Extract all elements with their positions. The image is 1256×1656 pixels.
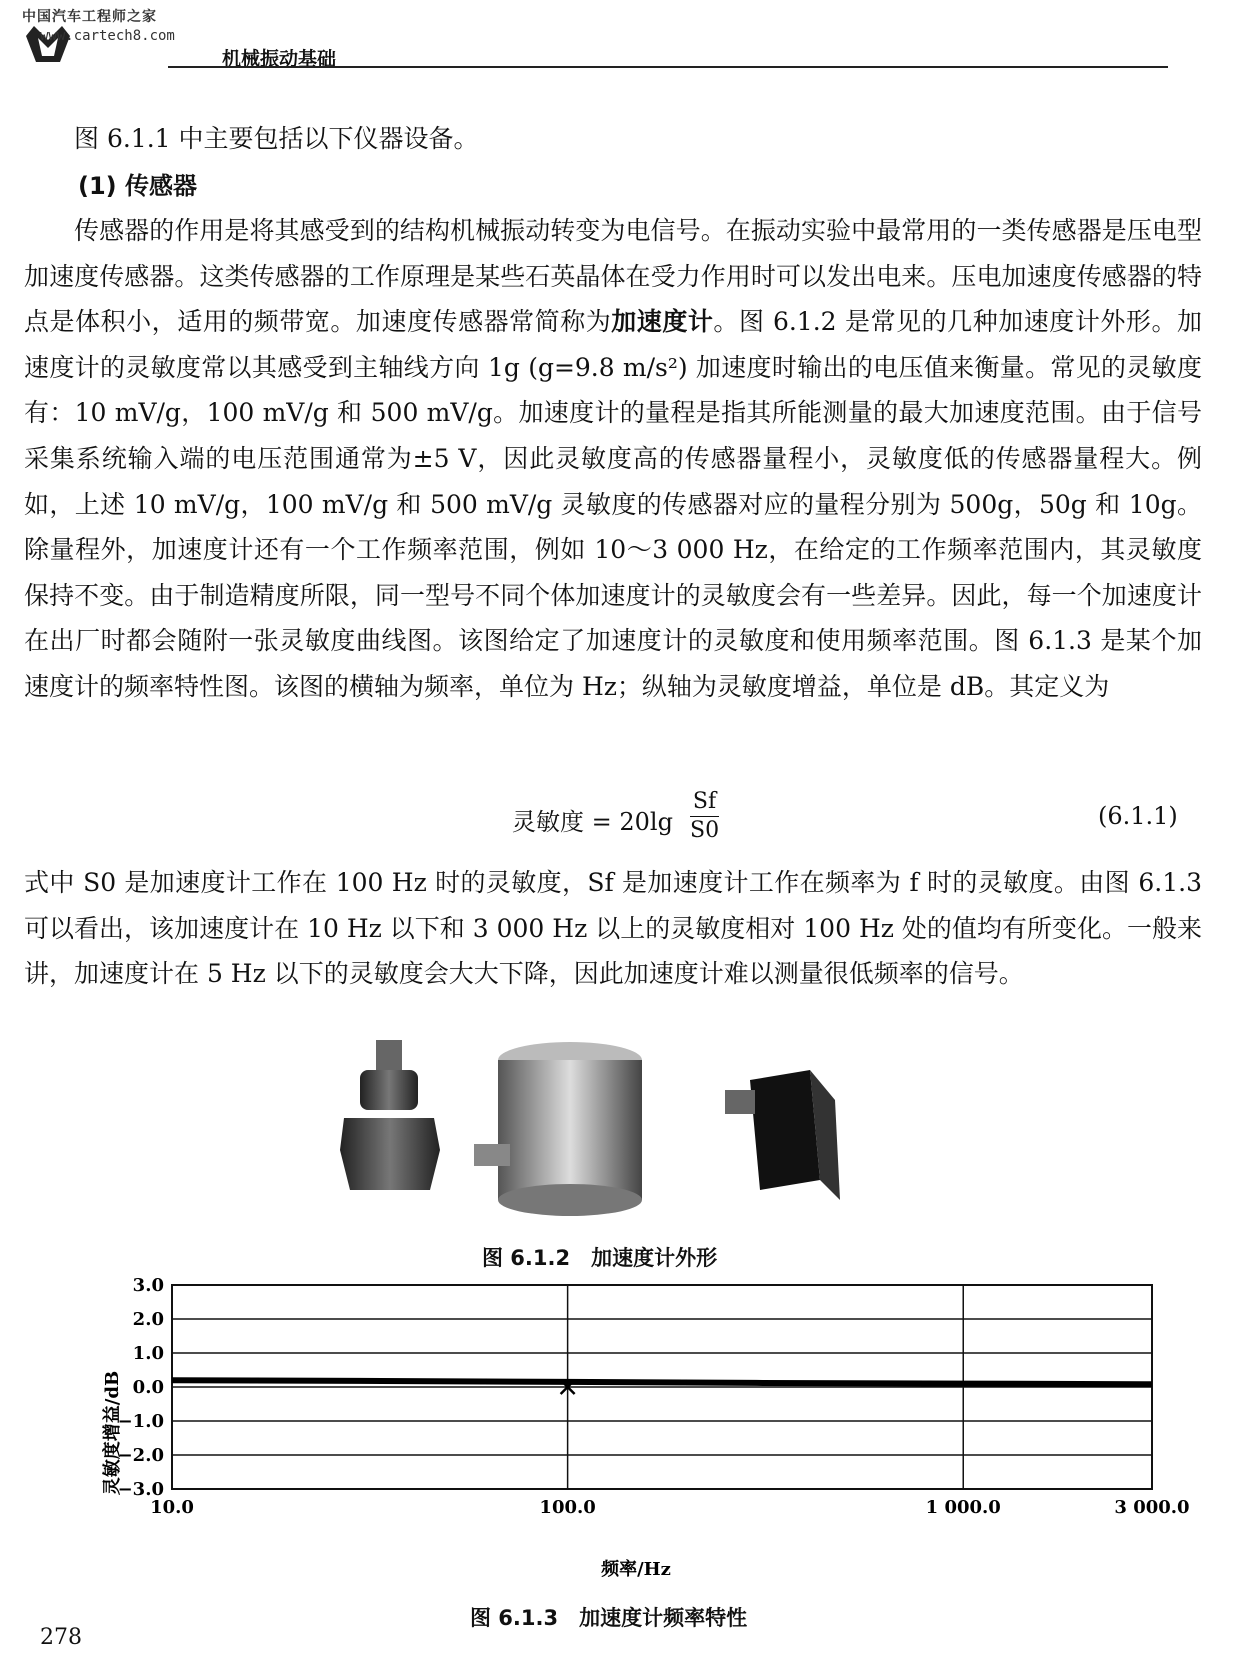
- y-axis-label: 灵敏度增益/dB: [102, 1370, 123, 1496]
- accelerometer-2-icon: [474, 1042, 642, 1216]
- after-equation-paragraph: 式中 S0 是加速度计工作在 100 Hz 时的灵敏度，Sf 是加速度计工作在频率为 f 时的灵敏度。由图 6.1.3 可以看出，该加速度计在 10 Hz 以下和 3 000 Hz 以上的灵敏度相对 100 Hz 处的值均有所变化。一般来讲，加速度计在 5 Hz 以下的灵敏度会大大下降，因此加速度计难以测量很低频率的信号。: [24, 868, 1202, 989]
- x-axis-label: 频率/Hz: [601, 1559, 671, 1580]
- frequency-response-chart: [100, 1275, 1190, 1585]
- main-paragraph-part2: 。图 6.1.2 是常见的几种加速度计外形。加速度计的灵敏度常以其感受到主轴线方向 1g (g=9.8 m/s²) 加速度时输出的电压值来衡量。常见的灵敏度有：10 mV/g，100 mV/g 和 500 mV/g。加速度计的量程是指其所能测量的最大加速度范围。由于信号采集系统输入端的电压范围通常为±5 V，因此灵敏度高的传感器量程小，灵敏度低的传感器量程大。例如，上述 10 mV/g，100 mV/g 和 500 mV/g 灵敏度的传感器对应的量程分别为 500g，50g 和 10g。除量程外，加速度计还有一个工作频率范围，例如 10～3 000 Hz，在给定的工作频率范围内，其灵敏度保持不变。由于制造精度所限，同一型号不同个体加速度计的灵敏度会有一些差异。因此，每一个加速度计在出厂时都会随附一张灵敏度曲线图。该图给定了加速度计的灵敏度和使用频率范围。图 6.1.3 是某个加速度计的频率特性图。该图的横轴为频率，单位为 Hz；纵轴为灵敏度增益，单位是 dB。其定义为: [24, 307, 1202, 701]
- equation-fraction: [690, 788, 719, 845]
- equation-number: (6.1.1): [1098, 802, 1178, 830]
- intro-sentence: 图 6.1.1 中主要包括以下仪器设备。: [74, 124, 479, 153]
- header-rule: [168, 66, 1168, 68]
- chart-grid: [172, 1285, 1152, 1489]
- accelerometer-photos: [340, 1040, 880, 1240]
- y-tick-label: −1.0: [117, 1411, 164, 1432]
- watermark-text-cn: 中国汽车工程师之家: [22, 9, 157, 25]
- accelerometer-1-icon: [340, 1040, 440, 1190]
- x-tick-label: 10.0: [150, 1497, 194, 1518]
- x-tick-label: 100.0: [539, 1497, 596, 1518]
- y-tick-label: −3.0: [117, 1479, 164, 1500]
- accelerometer-3-icon: [725, 1070, 840, 1200]
- main-paragraph-part1: 传感器的作用是将其感受到的结构机械振动转变为电信号。在振动实验中最常用的一类传感器是压电型加速度传感器。这类传感器的工作原理是某些石英晶体在受力作用时可以发出电来。压电加速度传感器的特点是体积小，适用的频带宽。加速度传感器常简称为: [24, 216, 1202, 337]
- y-tick-label: 1.0: [132, 1343, 164, 1364]
- main-paragraph: [24, 208, 1202, 758]
- chart-ticks: [118, 1275, 1190, 1518]
- bold-term: 加速度计: [611, 307, 714, 337]
- watermark-text-url: www.cartech8.com: [40, 28, 175, 44]
- y-tick-label: 3.0: [132, 1275, 164, 1296]
- y-tick-label: −2.0: [117, 1445, 164, 1466]
- equation-numerator: Sf: [690, 788, 719, 817]
- sensitivity-curve: [172, 1380, 1152, 1384]
- y-tick-label: 0.0: [132, 1377, 164, 1398]
- equation-denominator: S0: [690, 818, 720, 843]
- x-tick-label: 1 000.0: [925, 1497, 1001, 1518]
- figure-6-1-2-caption: 图 6.1.2 加速度计外形: [482, 1246, 718, 1270]
- y-tick-label: 2.0: [132, 1309, 164, 1330]
- section-heading: (1) 传感器: [78, 172, 197, 200]
- x-tick-label: 3 000.0: [1114, 1497, 1190, 1518]
- equation-lhs: 灵敏度 = 20lg: [512, 808, 673, 836]
- running-header: 机械振动基础: [222, 48, 337, 70]
- page-number: 278: [40, 1625, 82, 1650]
- figure-6-1-3-caption: 图 6.1.3 加速度计频率特性: [470, 1606, 748, 1630]
